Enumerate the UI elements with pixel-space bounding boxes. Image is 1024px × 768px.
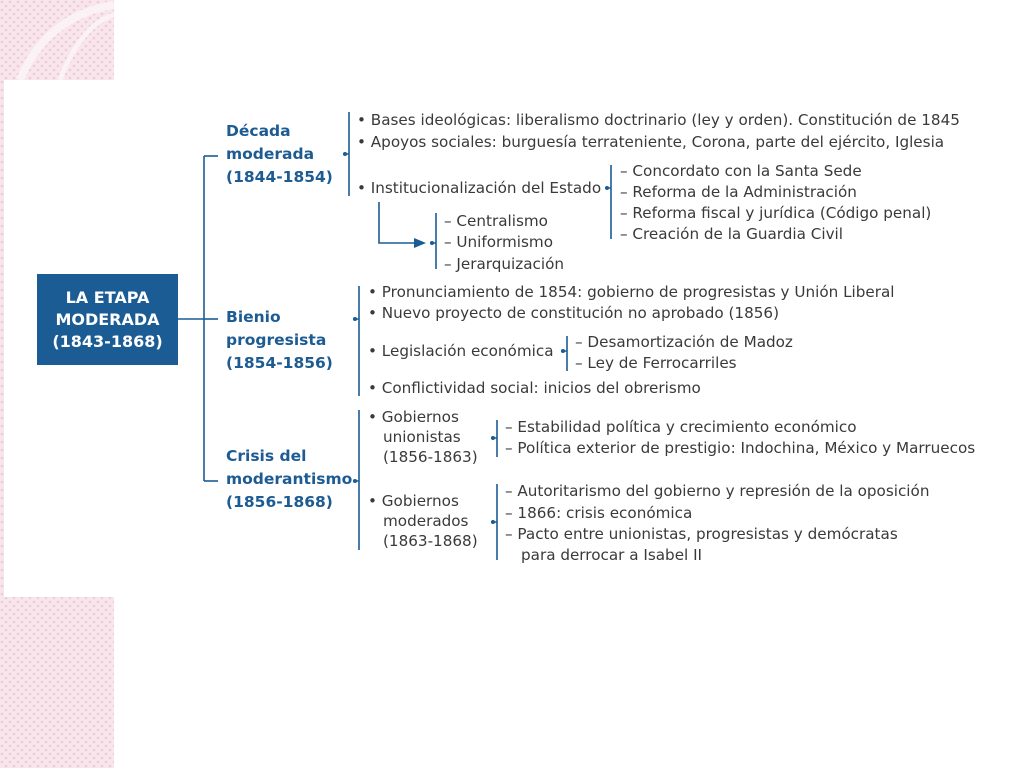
crisis-unionistas [368, 407, 478, 467]
bienio-title-2: progresista [226, 331, 327, 349]
bracket-dot [491, 520, 495, 524]
bracket-dot [491, 436, 495, 440]
unionistas-line-1: • Gobiernos [368, 408, 459, 426]
centralismo-item: – Jerarquización [444, 255, 565, 273]
arrow-line [379, 202, 416, 243]
root-node-etapa-moderada [37, 274, 178, 365]
legislacion-item: – Desamortización de Madoz [575, 333, 793, 351]
inst-item: – Concordato con la Santa Sede [620, 162, 862, 180]
centralismo-item: – Centralismo [444, 212, 548, 230]
moderados-item: – 1866: crisis económica [505, 504, 693, 522]
decada-title-1: Década [226, 122, 291, 140]
unionistas-line-2: unionistas [383, 428, 461, 446]
root-line-1: LA ETAPA [65, 287, 150, 307]
bienio-proyecto: • Nuevo proyecto de constitución no aprobado (1856) [368, 304, 779, 322]
bienio-title-3: (1854-1856) [226, 354, 333, 372]
category-decada-moderada [226, 120, 333, 189]
bracket-dot [605, 186, 609, 190]
bracket-legislacion [561, 336, 567, 371]
root-line-2: MODERADA [55, 309, 160, 329]
decada-institucionalizacion: • Institucionalización del Estado [357, 179, 602, 197]
unionistas-line-3: (1856-1863) [383, 448, 478, 466]
moderados-line-1: • Gobiernos [368, 492, 459, 510]
moderados-item: – Pacto entre unionistas, progresistas y demócratas [505, 525, 898, 543]
bracket-bienio [353, 286, 359, 396]
unionistas-item: – Estabilidad política y crecimiento económico [505, 418, 857, 436]
crisis-moderados [368, 491, 478, 551]
bracket-dot [561, 349, 565, 353]
unionistas-item: – Política exterior de prestigio: Indochina, México y Marruecos [505, 439, 976, 457]
bracket-centralismo [430, 213, 436, 269]
inst-item: – Creación de la Guardia Civil [620, 225, 843, 243]
bracket-dot [430, 241, 434, 245]
bracket-institucionalizacion [605, 165, 611, 239]
decada-bases: • Bases ideológicas: liberalismo doctrinario (ley y orden). Constitución de 1845 [357, 111, 960, 129]
moderados-line-2: moderados [383, 512, 469, 530]
decada-title-3: (1844-1854) [226, 168, 333, 186]
legislacion-item: – Ley de Ferrocarriles [575, 354, 737, 372]
moderados-item: – Autoritarismo del gobierno y represión de la oposición [505, 482, 930, 500]
inst-item: – Reforma fiscal y jurídica (Código penal) [620, 204, 932, 222]
moderados-item-continued: para derrocar a Isabel II [521, 546, 703, 564]
category-crisis-moderantismo [226, 445, 352, 514]
arrow-head [414, 238, 426, 248]
bienio-pronunciamiento: • Pronunciamiento de 1854: gobierno de progresistas y Unión Liberal [368, 283, 895, 301]
bienio-title-1: Bienio [226, 308, 281, 326]
category-bienio-progresista [226, 306, 333, 375]
decada-title-2: moderada [226, 145, 315, 163]
bienio-conflictividad: • Conflictividad social: inicios del obrerismo [368, 379, 701, 397]
root-line-3: (1843-1868) [52, 331, 163, 351]
crisis-title-2: moderantismo [226, 470, 353, 488]
crisis-title-3: (1856-1868) [226, 493, 333, 511]
bracket-dot [353, 317, 357, 321]
decada-apoyos: • Apoyos sociales: burguesía terrateniente, Corona, parte del ejército, Iglesia [357, 133, 945, 151]
centralismo-item: – Uniformismo [444, 233, 554, 251]
moderados-line-3: (1863-1868) [383, 532, 478, 550]
bienio-legislacion: • Legislación económica [368, 342, 554, 360]
bracket-dot [343, 152, 347, 156]
inst-item: – Reforma de la Administración [620, 183, 857, 201]
bracket-dot [353, 479, 357, 483]
crisis-title-1: Crisis del [226, 447, 307, 465]
